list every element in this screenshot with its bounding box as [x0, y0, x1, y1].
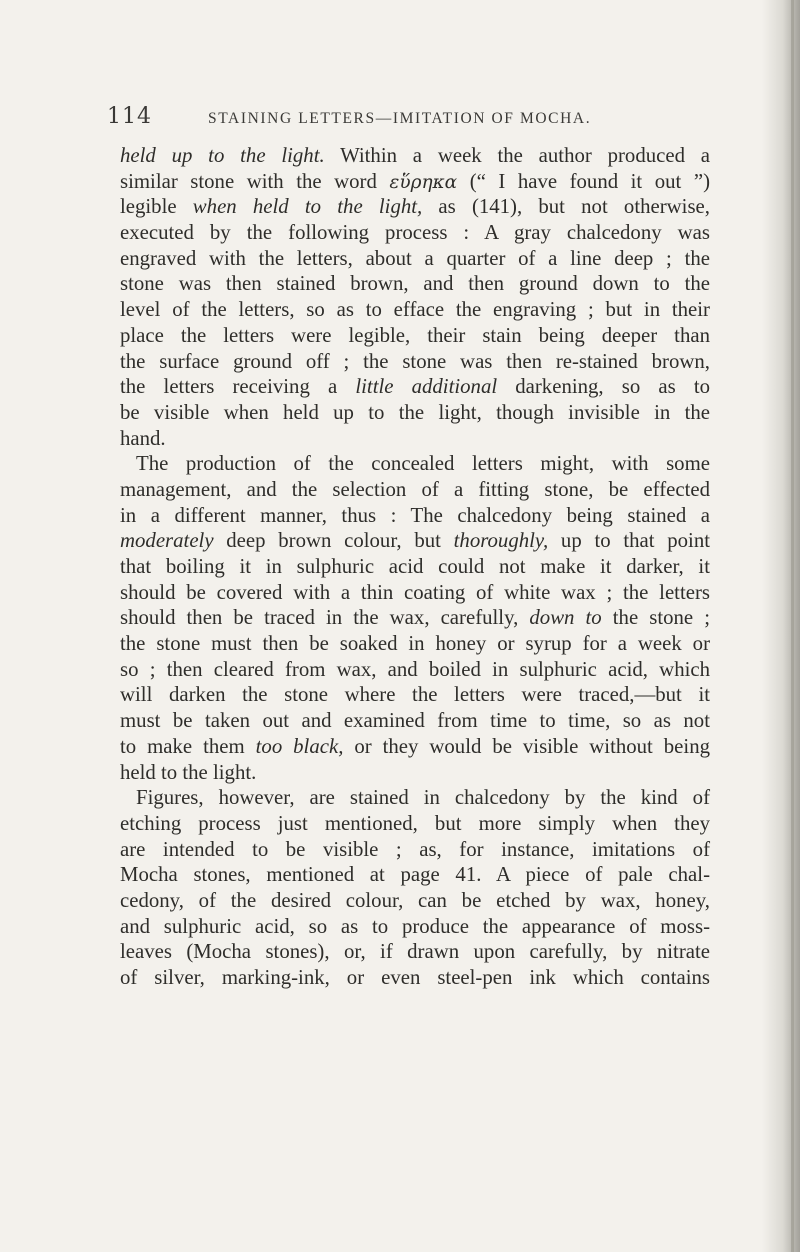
text-line: be visible when held up to the light, though invisible in the [120, 400, 710, 424]
text-line: management, and the selection of a fitting stone, be effected [120, 477, 710, 501]
text-line: and sulphuric acid, so as to produce the appearance of moss- [120, 914, 710, 938]
text-line: Figures, however, are stained in chalcedony by the kind of [136, 786, 710, 810]
running-title: STAINING LETTERS—IMITATION OF MOCHA. [208, 110, 592, 127]
text-line: should then be traced in the wax, carefully, down to the stone ; [120, 606, 710, 630]
page-edge-line [791, 0, 794, 1252]
text-line: the stone must then be soaked in honey or syrup for a week or [120, 632, 710, 656]
text-line: the surface ground off ; the stone was then re-stained brown, [120, 349, 710, 373]
text-line: will darken the stone where the letters were traced,—but it [120, 683, 710, 707]
text-line: etching process just mentioned, but more simply when they [120, 811, 710, 835]
text-line: executed by the following process : A gray chalcedony was [120, 221, 710, 245]
text-line: level of the letters, so as to efface the engraving ; but in their [120, 298, 710, 322]
text-line: cedony, of the desired colour, can be etched by wax, honey, [120, 888, 710, 912]
text-line: of silver, marking-ink, or even steel-pen ink which contains [120, 966, 710, 989]
text-line: engraved with the letters, about a quarter of a line deep ; the [120, 246, 710, 270]
text-line: moderately deep brown colour, but thoroughly, up to that point [120, 529, 710, 553]
text-line: stone was then stained brown, and then ground down to the [120, 272, 710, 296]
text-line: that boiling it in sulphuric acid could not make it darker, it [120, 555, 710, 578]
text-line: held up to the light. Within a week the author produced a [120, 144, 710, 167]
text-line: hand. [120, 426, 166, 450]
text-line: in a different manner, thus : The chalcedony being stained a [120, 503, 710, 527]
text-line: similar stone with the word εὕρηκα (“ I have found it out ”) [120, 169, 710, 193]
page-edge-shadow [762, 0, 800, 1252]
text-line: leaves (Mocha stones), or, if drawn upon carefully, by nitrate [120, 940, 710, 964]
text-line: Mocha stones, mentioned at page 41. A piece of pale chal- [120, 863, 710, 887]
text-line: legible when held to the light, as (141), but not otherwise, [120, 195, 710, 219]
text-line: held to the light. [120, 760, 257, 784]
text-line: to make them too black, or they would be visible without being [120, 734, 710, 758]
greek-word: εὕρηκα [389, 171, 458, 193]
text-line: place the letters were legible, their stain being deeper than [120, 323, 710, 347]
text-line: are intended to be visible ; as, for instance, imitations of [120, 837, 710, 861]
text-line: The production of the concealed letters might, with some [136, 452, 710, 476]
text-line: the letters receiving a little additional darkening, so as to [120, 375, 710, 399]
body-text [120, 143, 710, 991]
text-line: must be taken out and examined from time to time, so as not [120, 709, 710, 733]
text-line: so ; then cleared from wax, and boiled in sulphuric acid, which [120, 657, 710, 681]
running-head [107, 104, 707, 134]
text-line: should be covered with a thin coating of white wax ; the letters [120, 580, 710, 604]
page-number: 114 [107, 104, 152, 129]
